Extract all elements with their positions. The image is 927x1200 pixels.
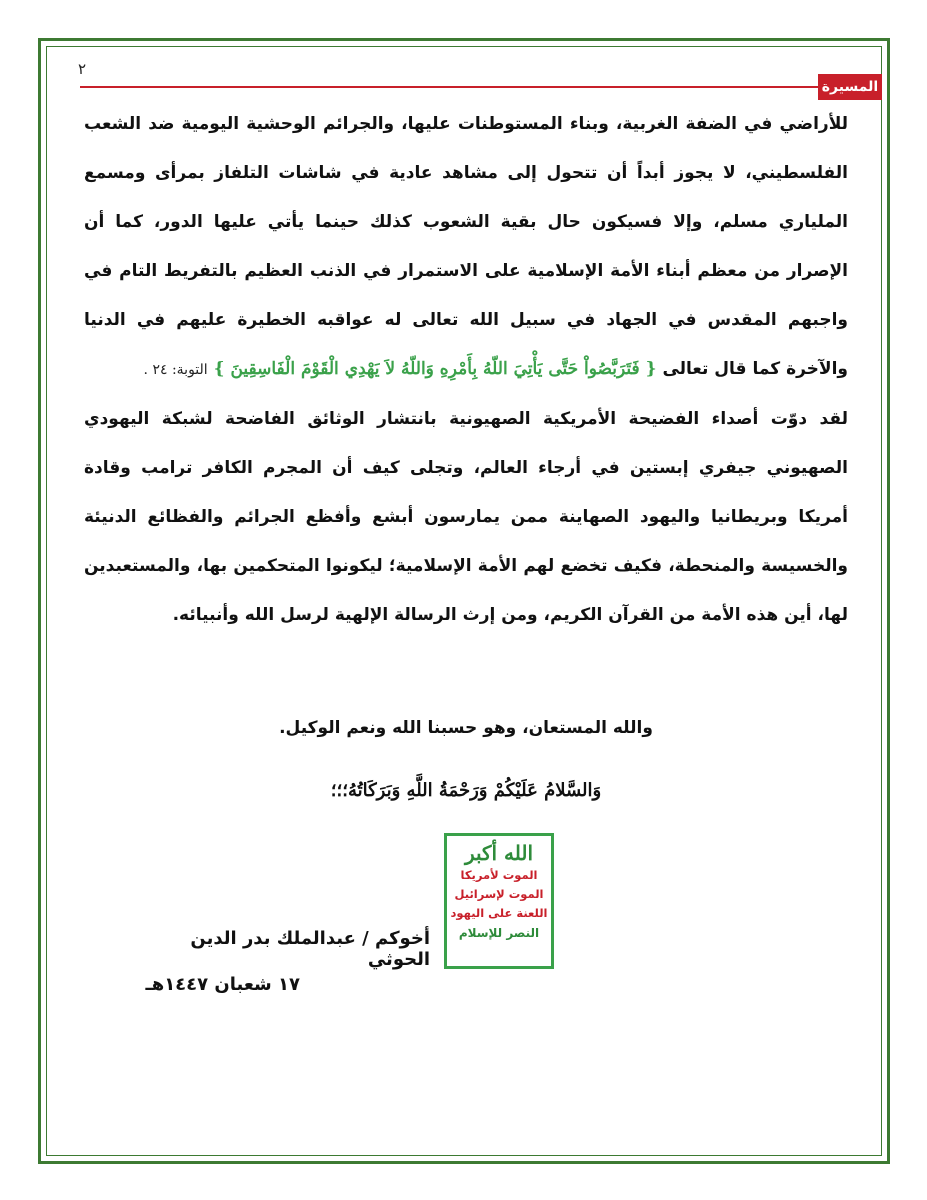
sarkha-slogan-emblem bbox=[444, 833, 554, 969]
slogan-line-4: النصر للإسلام bbox=[458, 926, 540, 940]
slogan-line-2: الموت لإسرائيل bbox=[454, 887, 544, 901]
slogan-line-1: الموت لأمريكا bbox=[460, 868, 538, 882]
quran-reference: التوبة: ٢٤ . bbox=[143, 362, 208, 378]
closing-line: والله المستعان، وهو حسبنا الله ونعم الوكيل. bbox=[279, 718, 653, 738]
letter-body bbox=[84, 100, 848, 640]
header-rule bbox=[80, 86, 820, 88]
signature-date: ١٧ شعبان ١٤٤٧هـ bbox=[145, 974, 300, 995]
paragraph-1-text: للأراضي في الضفة الغربية، وبناء المستوطنات عليها، والجرائم الوحشية اليومية ضد الشعب الفلسطيني، لا يجوز أبداً أن تتحول إلى مشاهد عادية في شاشات التلفاز بمرأى ومسمع الملياري مسلم، وإلا فسيكون حال بقية الشعوب كذلك حينما يأتي عليها الدور، كما أن الإصرار من معظم أبناء الأمة الإسلامية على الاستمرار في الذنب العظيم بالتفريط التام في واجبهم المقدس في الجهاد في سبيل الله تعالى له عواقبه الخطيرة عليهم في الدنيا والآخرة كما قال تعالى bbox=[84, 114, 848, 379]
signature-name: أخوكم / عبدالملك بدر الدين الحوثي bbox=[190, 928, 430, 970]
almasirah-logo: المسيرة bbox=[818, 74, 882, 100]
salam-line: وَالسَّلامُ عَلَيْكُمْ وَرَحْمَةُ اللَّهِ وَبَرَكَاتُهُ؛؛؛ bbox=[330, 780, 602, 801]
paragraph-2: لقد دوّت أصداء الفضيحة الأمريكية الصهيونية بانتشار الوثائق الفاضحة لشبكة اليهودي الصهيوني جيفري إبستين في أرجاء العالم، وتجلى كيف أن المجرم الكافر ترامب وقادة أمريكا وبريطانيا واليهود الصهاينة ممن يمارسون أبشع وأفظع الجرائم والفظائع الدنيئة والخسيسة والمنحطة، فكيف تخضع لهم الأمة الإسلامية؛ ليكونوا المتحكمين بها، والمستعبدين لها، أين هذه الأمة من القرآن الكريم، ومن إرث الرسالة الإلهية لرسل الله وأنبيائه. bbox=[84, 409, 848, 625]
quran-verse: { فَتَرَبَّصُواْ حَتَّى يَأْتِيَ اللّهُ بِأَمْرِهِ وَاللّهُ لاَ يَهْدِي الْقَوْمَ الْفَاسِقِينَ } bbox=[213, 359, 657, 379]
paragraph-1 bbox=[84, 100, 848, 395]
slogan-line-3: اللعنة على اليهود bbox=[450, 906, 548, 920]
page-number: ٢ bbox=[78, 60, 87, 78]
slogan-allah-akbar: الله أكبر bbox=[464, 841, 534, 865]
